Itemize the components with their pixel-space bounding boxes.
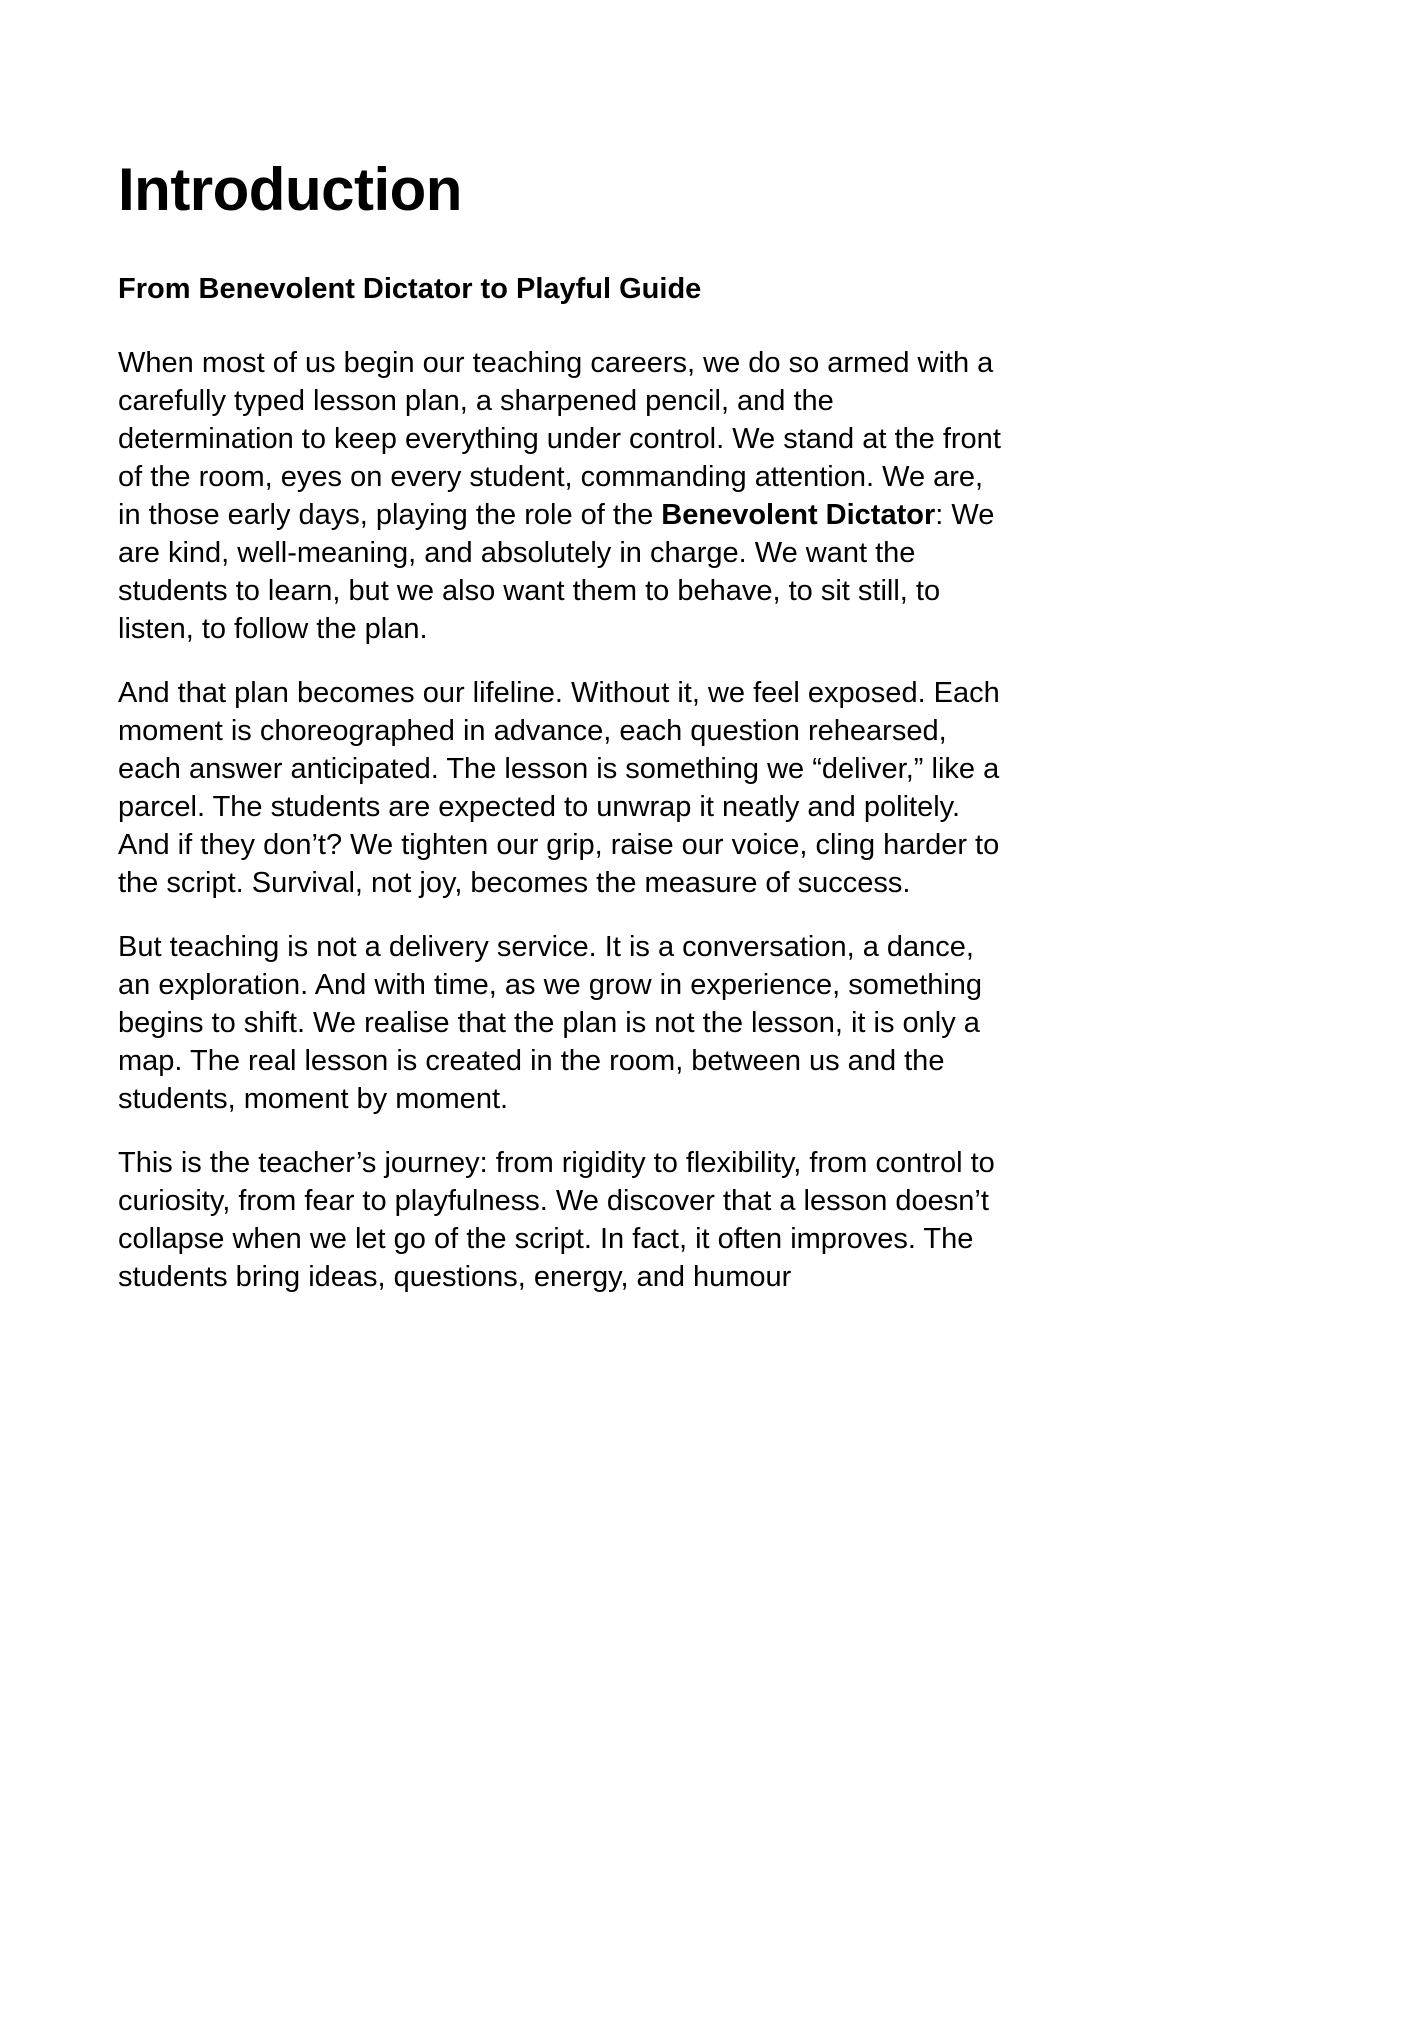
paragraph-1-bold-term: Benevolent Dictator xyxy=(661,499,936,531)
paragraph-2: And that plan becomes our lifeline. Without it, we feel exposed. Each moment is choreographed in advance, each question rehearsed, each answer anticipated. The lesson is something we “deliver,” like a parcel. The students are expected to unwrap it neatly and politely. And if they don’t? We tighten our grip, raise our voice, cling harder to the script. Survival, not joy, becomes the measure of success. xyxy=(118,677,1000,899)
section-subtitle: From Benevolent Dictator to Playful Guide xyxy=(118,273,702,305)
paragraph-3: But teaching is not a delivery service. It is a conversation, a dance, an exploration. And with time, as we grow in experience, something begins to shift. We realise that the plan is not the lesson, it is only a map. The real lesson is created in the room, between us and the students, moment by moment. xyxy=(118,931,983,1115)
paragraph-1 xyxy=(118,344,1003,648)
paragraph-1-text-before: When most of us begin our teaching careers, we do so armed with a carefully typed lesson plan, a sharpened pencil, and the determination to keep everything under control. We stand at the front of the room, eyes on every student, commanding attention. We are, in those early days, playing the role of the xyxy=(118,347,1001,531)
paragraph-4: This is the teacher’s journey: from rigidity to flexibility, from control to curiosity, from fear to playfulness. We discover that a lesson doesn’t collapse when we let go of the script. In fact, it often improves. The students bring ideas, questions, energy, and humour xyxy=(118,1147,995,1293)
document-page xyxy=(0,0,1010,1296)
page-title: Introduction xyxy=(118,156,462,223)
paragraph-1-text-after: : We are kind, well-meaning, and absolutely in charge. We want the students to learn, but we also want them to behave, to sit still, to listen, to follow the plan. xyxy=(118,499,995,645)
